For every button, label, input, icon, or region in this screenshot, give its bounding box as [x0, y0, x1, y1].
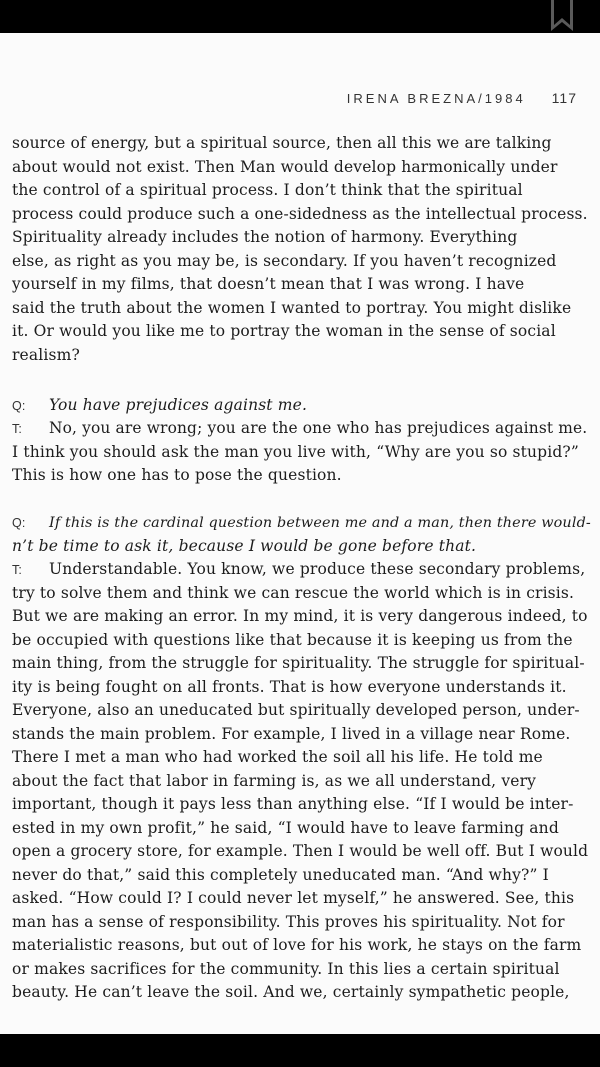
answer-line: But we are making an error. In my mind, it is very dangerous indeed, to: [12, 607, 588, 625]
bookmark-icon[interactable]: [548, 0, 576, 33]
body-line: process could produce such a one-sidedness as the intellectual process.: [12, 205, 588, 223]
answer-line: [12, 559, 585, 580]
answer-line: important, though it pays less than anything else. “If I would be inter-: [12, 795, 574, 813]
question-text: If this is the cardinal question between me and a man, then there would-: [49, 515, 591, 531]
answer-speaker: T:: [12, 422, 23, 436]
body-line: yourself in my films, that doesn’t mean that I was wrong. I have: [12, 275, 525, 293]
answer-line: about the fact that labor in farming is, as we all understand, very: [12, 772, 537, 790]
body-line: else, as right as you may be, is secondary. If you haven’t recognized: [12, 252, 557, 270]
answer-line: I think you should ask the man you live with, “Why are you so stupid?”: [12, 443, 579, 461]
page-number: 117: [551, 90, 577, 106]
bottom-bar: [0, 1034, 600, 1067]
answer-line: ity is being fought on all fronts. That is how everyone understands it.: [12, 678, 567, 696]
answer-speaker: T:: [12, 563, 23, 577]
question-line: [12, 513, 591, 533]
body-line: said the truth about the women I wanted to portray. You might dislike: [12, 299, 572, 317]
body-line: it. Or would you like me to portray the woman in the sense of social: [12, 322, 556, 340]
body-line: source of energy, but a spiritual source, then all this we are talking: [12, 134, 552, 152]
answer-line: main thing, from the struggle for spirituality. The struggle for spiritual-: [12, 654, 585, 672]
body-line: Spirituality already includes the notion of harmony. Everything: [12, 228, 518, 246]
answer-line: There I met a man who had worked the soil all his life. He told me: [12, 748, 543, 766]
body-line: about would not exist. Then Man would develop harmonically under: [12, 158, 558, 176]
answer-line: man has a sense of responsibility. This proves his spirituality. Not for: [12, 913, 565, 931]
body-line: realism?: [12, 346, 80, 364]
question-line: [12, 395, 307, 416]
running-title: IRENA BREZNA/1984: [346, 91, 526, 106]
answer-line: be occupied with questions like that because it is keeping us from the: [12, 631, 573, 649]
answer-line: asked. “How could I? I could never let myself,” he answered. See, this: [12, 889, 575, 907]
body-line: the control of a spiritual process. I don’t think that the spiritual: [12, 181, 523, 199]
question-text: You have prejudices against me.: [49, 396, 308, 414]
answer-line: Everyone, also an uneducated but spiritually developed person, under-: [12, 701, 580, 719]
answer-line: try to solve them and think we can rescue the world which is in crisis.: [12, 584, 575, 602]
question-line: n’t be time to ask it, because I would be gone before that.: [12, 537, 477, 555]
question-speaker: Q:: [12, 399, 26, 413]
answer-line: beauty. He can’t leave the soil. And we, certainly sympathetic people,: [12, 983, 570, 1001]
answer-text: Understandable. You know, we produce these secondary problems,: [49, 560, 586, 578]
answer-line: This is how one has to pose the question.: [12, 466, 342, 484]
answer-line: materialistic reasons, but out of love for his work, he stays on the farm: [12, 936, 582, 954]
answer-line: or makes sacrifices for the community. In this lies a certain spiritual: [12, 960, 560, 978]
question-speaker: Q:: [12, 516, 26, 530]
answer-line: never do that,” said this completely uneducated man. “And why?” I: [12, 866, 549, 884]
top-status-bar: [0, 0, 600, 33]
answer-line: stands the main problem. For example, I lived in a village near Rome.: [12, 725, 571, 743]
answer-line: open a grocery store, for example. Then I would be well off. But I would: [12, 842, 589, 860]
answer-line: [12, 418, 587, 439]
answer-text: No, you are wrong; you are the one who has prejudices against me.: [49, 419, 588, 437]
running-header: [347, 90, 577, 106]
answer-line: ested in my own profit,” he said, “I would have to leave farming and: [12, 819, 559, 837]
